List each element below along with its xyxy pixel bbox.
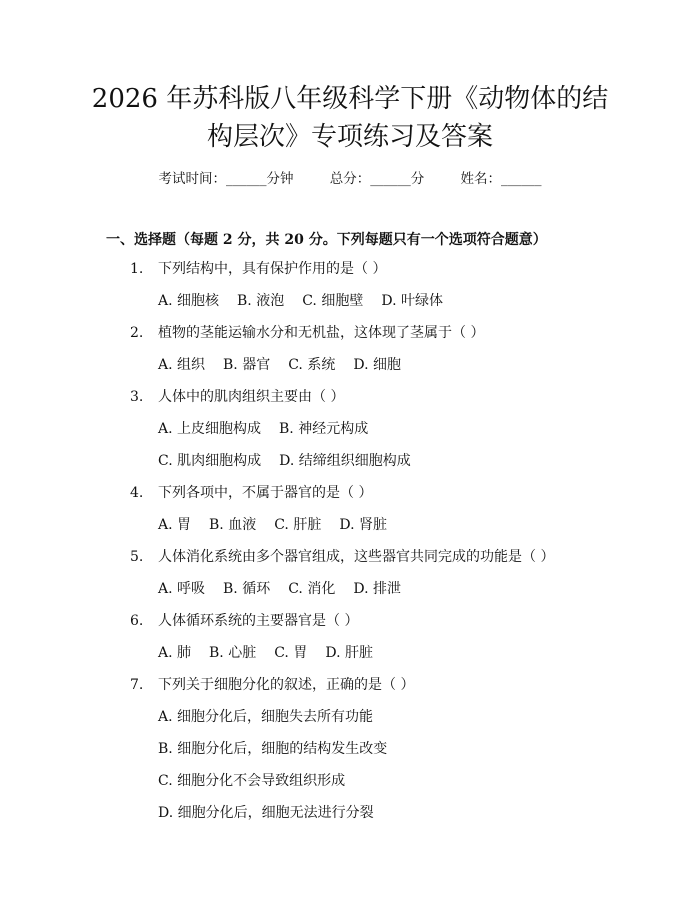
question-number: 3. xyxy=(130,389,144,405)
option-d: D. 结缔组织细胞构成 xyxy=(279,453,411,469)
page-title xyxy=(60,80,640,156)
question-7 xyxy=(130,675,414,695)
options-6 xyxy=(158,643,391,663)
question-text: 下列结构中，具有保护作用的是（ ） xyxy=(158,261,387,277)
option-a: A. 肺 xyxy=(158,645,192,661)
section-heading: 一、选择题（每题 2 分，共 20 分。下列每题只有一个选项符合题意） xyxy=(106,232,547,248)
option-b: B. 神经元构成 xyxy=(279,421,369,437)
question-text: 植物的茎能运输水分和无机盐，这体现了茎属于（ ） xyxy=(158,325,485,341)
options-5 xyxy=(158,579,419,599)
question-text: 下列关于细胞分化的叙述，正确的是（ ） xyxy=(158,677,415,693)
options-3-row-1 xyxy=(158,419,386,439)
option-b: B. 细胞分化后，细胞的结构发生改变 xyxy=(158,741,388,757)
title-line-1: 2026 年苏科版八年级科学下册《动物体的结 xyxy=(91,84,609,114)
question-3 xyxy=(130,387,344,407)
option-c: C. 消化 xyxy=(288,581,336,597)
option-a: A. 胃 xyxy=(158,517,192,533)
option-c: C. 肝脏 xyxy=(274,517,322,533)
option-b: B. 血液 xyxy=(209,517,257,533)
exam-info xyxy=(0,167,700,187)
option-c: C. 细胞壁 xyxy=(302,293,364,309)
option-b: B. 液泡 xyxy=(237,293,285,309)
question-number: 6. xyxy=(130,613,144,629)
option-d: D. 排泄 xyxy=(353,581,401,597)
options-4 xyxy=(158,515,405,535)
title-line-2: 构层次》专项练习及答案 xyxy=(206,122,493,152)
option-b: B. 器官 xyxy=(223,357,271,373)
option-c: C. 胃 xyxy=(274,645,308,661)
option-d: D. 肝脏 xyxy=(325,645,373,661)
question-number: 1. xyxy=(130,261,144,277)
option-d: D. 叶绿体 xyxy=(381,293,443,309)
question-text: 人体循环系统的主要器官是（ ） xyxy=(158,613,359,629)
option-a: A. 细胞核 xyxy=(158,293,220,309)
option-a: A. 组织 xyxy=(158,357,206,373)
question-number: 5. xyxy=(130,549,144,565)
option-d: D. 细胞分化后，细胞无法进行分裂 xyxy=(158,805,374,821)
option-c: C. 肌肉细胞构成 xyxy=(158,453,262,469)
exam-score: 总分：______分 xyxy=(329,171,425,187)
question-5 xyxy=(130,547,554,567)
question-text: 下列各项中，不属于器官的是（ ） xyxy=(158,485,373,501)
question-text: 人体消化系统由多个器官组成，这些器官共同完成的功能是（ ） xyxy=(158,549,555,565)
option-d: D. 细胞 xyxy=(353,357,401,373)
option-c: C. 细胞分化不会导致组织形成 xyxy=(158,773,346,789)
options-2 xyxy=(158,355,419,375)
options-1 xyxy=(158,291,461,311)
options-3-row-2 xyxy=(158,451,429,471)
exam-time: 考试时间：______分钟 xyxy=(158,171,294,187)
question-4 xyxy=(130,483,372,503)
question-number: 7. xyxy=(130,677,144,693)
option-d: D. 肾脏 xyxy=(339,517,387,533)
option-b: B. 循环 xyxy=(223,581,271,597)
option-c: C. 系统 xyxy=(288,357,336,373)
option-a: A. 细胞分化后，细胞失去所有功能 xyxy=(158,709,374,725)
question-6 xyxy=(130,611,358,631)
option-b: B. 心脏 xyxy=(209,645,257,661)
question-number: 2. xyxy=(130,325,144,341)
question-text: 人体中的肌肉组织主要由（ ） xyxy=(158,389,345,405)
option-a: A. 呼吸 xyxy=(158,581,206,597)
exam-name: 姓名：______ xyxy=(460,171,542,187)
question-2 xyxy=(130,323,484,343)
question-1 xyxy=(130,259,386,279)
question-number: 4. xyxy=(130,485,144,501)
option-a: A. 上皮细胞构成 xyxy=(158,421,262,437)
